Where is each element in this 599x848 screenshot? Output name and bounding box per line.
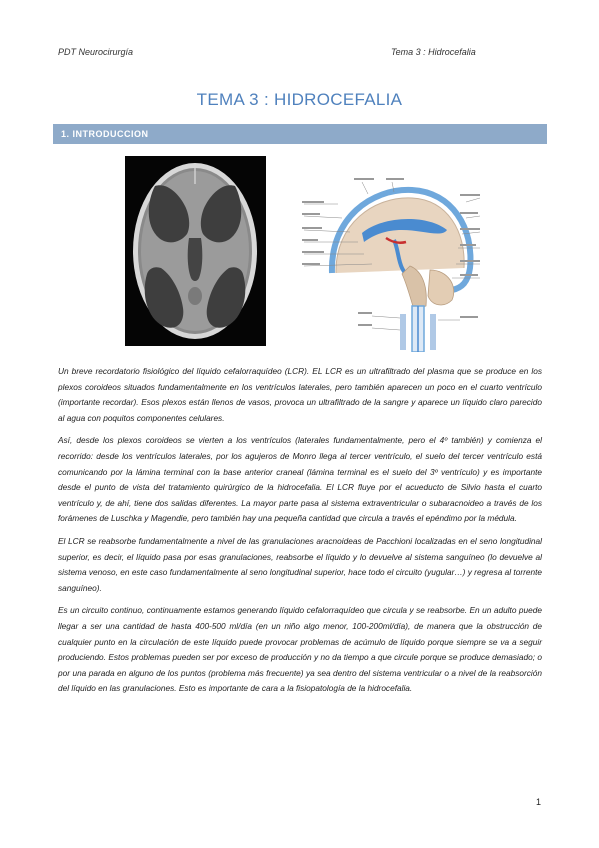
header-right: Tema 3 : Hidrocefalia — [391, 47, 476, 57]
page-title: TEMA 3 : HIDROCEFALIA — [196, 90, 403, 109]
paragraph-2: Así, desde los plexos coroideos se vierten a los ventrículos (laterales fundamentalmente, pero el 4º también) y comienza el recorrido: desde los ventrículos laterales, por los agujeros de Monro llega al tercer ventrículo, el suelo del tercer ventrículo está comunicando por la lámina terminal con la base anterior craneal (lámina terminal es el suelo del 3º ventrículo) y es importante desde el punto de vista del tratamiento quirúrgico de la hidrocefalia. El LCR fluye por el acueducto de Silvio hasta el cuarto ventrículo y, de ahí, tiene dos salidas diferentes. La mayor parte pasa al sistema extraventricular o subaracnoideo a través de los forámenes de Luschka y Magendie, pero también hay una pequeña cantidad que circula a través el epéndimo por la médula. — [58, 435, 542, 524]
paragraph-1: Un breve recordatorio fisiológico del líquido cefalorraquídeo (LCR). EL LCR es un ultrafiltrado del plasma que se produce en los plexos coroideos situados fundamentalmente en los ventrículos laterales, pero también aparecen un poco en el cuarto ventrículo (importante recordar). Esos plexos están llenos de vasos, provoca un ultrafiltrado de la sangre y aparece un líquido claro parecido al agua con poquitos componentes celulares. — [58, 366, 542, 423]
header-left: PDT Neurocirurgía — [58, 47, 134, 57]
csf-circulation-diagram — [302, 178, 482, 352]
ct-scan-image — [125, 156, 266, 346]
page-number: 1 — [536, 797, 542, 807]
csf-diagram-drawing — [302, 178, 482, 352]
section-heading-bar — [53, 124, 547, 144]
body-text — [58, 364, 542, 704]
ct-scan-drawing — [125, 156, 266, 346]
section-heading: 1. INTRODUCCION — [61, 129, 149, 139]
paragraph-3: El LCR se reabsorbe fundamentalmente a nivel de las granulaciones aracnoideas de Pacchioni localizadas en el seno longitudinal superior, es decir, el líquido pasa por esas granulaciones, reabsorbe el líquido y lo devuelve al sistema sanguíneo (lo devuelve al sistema venoso, en este caso fundamentalmente al seno longitudinal superior, hace todo el circuito (yugular…) y regresa al torrente sanguíneo). — [58, 535, 542, 593]
paragraph-4: Es un circuito continuo, continuamente estamos generando líquido cefalorraquídeo que circula y se reabsorbe. En un adulto puede llegar a ser una cantidad de hasta 400-500 ml/día (en un niño algo menor, 100-200ml/día), de manera que la obstrucción de cualquier punto en la circulación de este líquido puede provocar problemas de acúmulo de líquido porque siempre se va a seguir produciendo. Estos problemas pueden ser por exceso de producción y no da tiempo a que circule porque se produce demasiado; o por una parada en alguno de los puntos (problema más frecuente) ya sea dentro del sistema ventricular o a nivel de la reabsorción del líquido en las granulaciones. Esto es importante de cara a la fisiopatología de la hidrocefalia. — [58, 605, 542, 694]
